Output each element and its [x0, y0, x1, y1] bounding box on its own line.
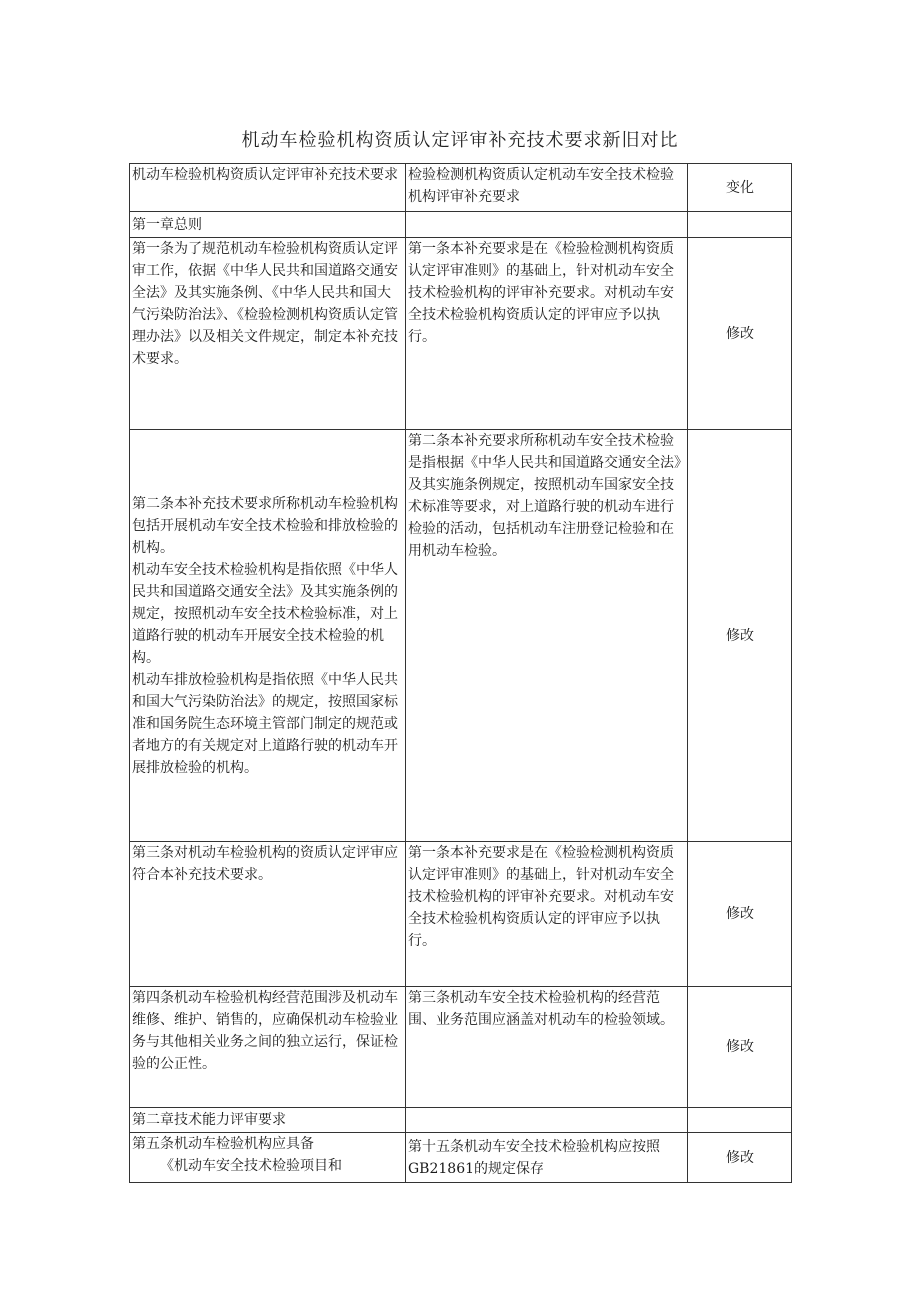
new-article-4: 第三条机动车安全技术检验机构的经营范围、业务范围应涵盖对机动车的检验领域。 — [406, 987, 688, 1108]
comparison-table — [129, 163, 792, 1183]
new-article-15: 第十五条机动车安全技术检验机构应按照GB21861的规定保存 — [406, 1133, 688, 1183]
empty-cell — [688, 212, 792, 238]
header-old-requirements: 机动车检验机构资质认定评审补充技术要求 — [130, 164, 406, 212]
old-article-4: 第四条机动车检验机构经营范围涉及机动车维修、维护、销售的，应确保机动车检验业务与其他相关业务之间的独立运行，保证检验的公正性。 — [130, 987, 406, 1108]
page-title: 机动车检验机构资质认定评审补充技术要求新旧对比 — [241, 130, 679, 151]
old-article-2-part-2: 机动车安全技术检验机构是指依照《中华人民共和国道路交通安全法》及其实施条例的规定，按照机动车安全技术检验标准，对上道路行驶的机动车开展安全技术检验的机构。 — [132, 561, 398, 666]
chapter-row — [130, 212, 792, 238]
change-cell: 修改 — [688, 238, 792, 430]
old-article-1: 第一条为了规范机动车检验机构资质认定评审工作，依据《中华人民共和国道路交通安全法》及其实施条例、《中华人民共和国大气污染防治法》、《检验检测机构资质认定管理办法》以及相关文件规定，制定本补充技术要求。 — [130, 238, 406, 430]
header-row — [130, 164, 792, 212]
chapter-row — [130, 1108, 792, 1133]
old-article-5 — [130, 1133, 406, 1183]
change-cell: 修改 — [688, 987, 792, 1108]
table-row — [130, 987, 792, 1108]
header-change: 变化 — [688, 164, 792, 212]
old-article-5-line-2: 《机动车安全技术检验项目和 — [160, 1158, 342, 1174]
old-article-2 — [130, 430, 406, 842]
chapter-2-label: 第二章技术能力评审要求 — [130, 1108, 406, 1133]
table-row — [130, 238, 792, 430]
chapter-1-label: 第一章总则 — [130, 212, 406, 238]
change-cell: 修改 — [688, 842, 792, 987]
new-article-3: 第一条本补充要求是在《检验检测机构资质认定评审准则》的基础上，针对机动车安全技术检验机构的评审补充要求。对机动车安全技术检验机构资质认定的评审应予以执行。 — [406, 842, 688, 987]
new-article-1: 第一条本补充要求是在《检验检测机构资质认定评审准则》的基础上，针对机动车安全技术检验机构的评审补充要求。对机动车安全技术检验机构资质认定的评审应予以执行。 — [406, 238, 688, 430]
new-article-2: 第二条本补充要求所称机动车安全技术检验是指根据《中华人民共和国道路交通安全法》及其实施条例规定，按照机动车国家安全技术标准等要求，对上道路行驶的机动车进行检验的活动，包括机动车注册登记检验和在用机动车检验。 — [406, 430, 688, 842]
empty-cell — [406, 1108, 688, 1133]
old-article-5-line-1: 第五条机动车检验机构应具备 — [132, 1136, 314, 1152]
old-article-2-part-1: 第二条本补充技术要求所称机动车检验机构包括开展机动车安全技术检验和排放检验的机构。 — [132, 495, 398, 556]
old-article-3: 第三条对机动车检验机构的资质认定评审应符合本补充技术要求。 — [130, 842, 406, 987]
empty-cell — [688, 1108, 792, 1133]
change-cell: 修改 — [688, 430, 792, 842]
old-article-2-part-3: 机动车排放检验机构是指依照《中华人民共和国大气污染防治法》的规定，按照国家标准和国务院生态环境主管部门制定的规范或者地方的有关规定对上道路行驶的机动车开展排放检验的机构。 — [132, 671, 398, 776]
header-new-requirements: 检验检测机构资质认定机动车安全技术检验机构评审补充要求 — [406, 164, 688, 212]
table-row — [130, 430, 792, 842]
table-row — [130, 842, 792, 987]
table-row — [130, 1133, 792, 1183]
change-cell: 修改 — [688, 1133, 792, 1183]
empty-cell — [406, 212, 688, 238]
